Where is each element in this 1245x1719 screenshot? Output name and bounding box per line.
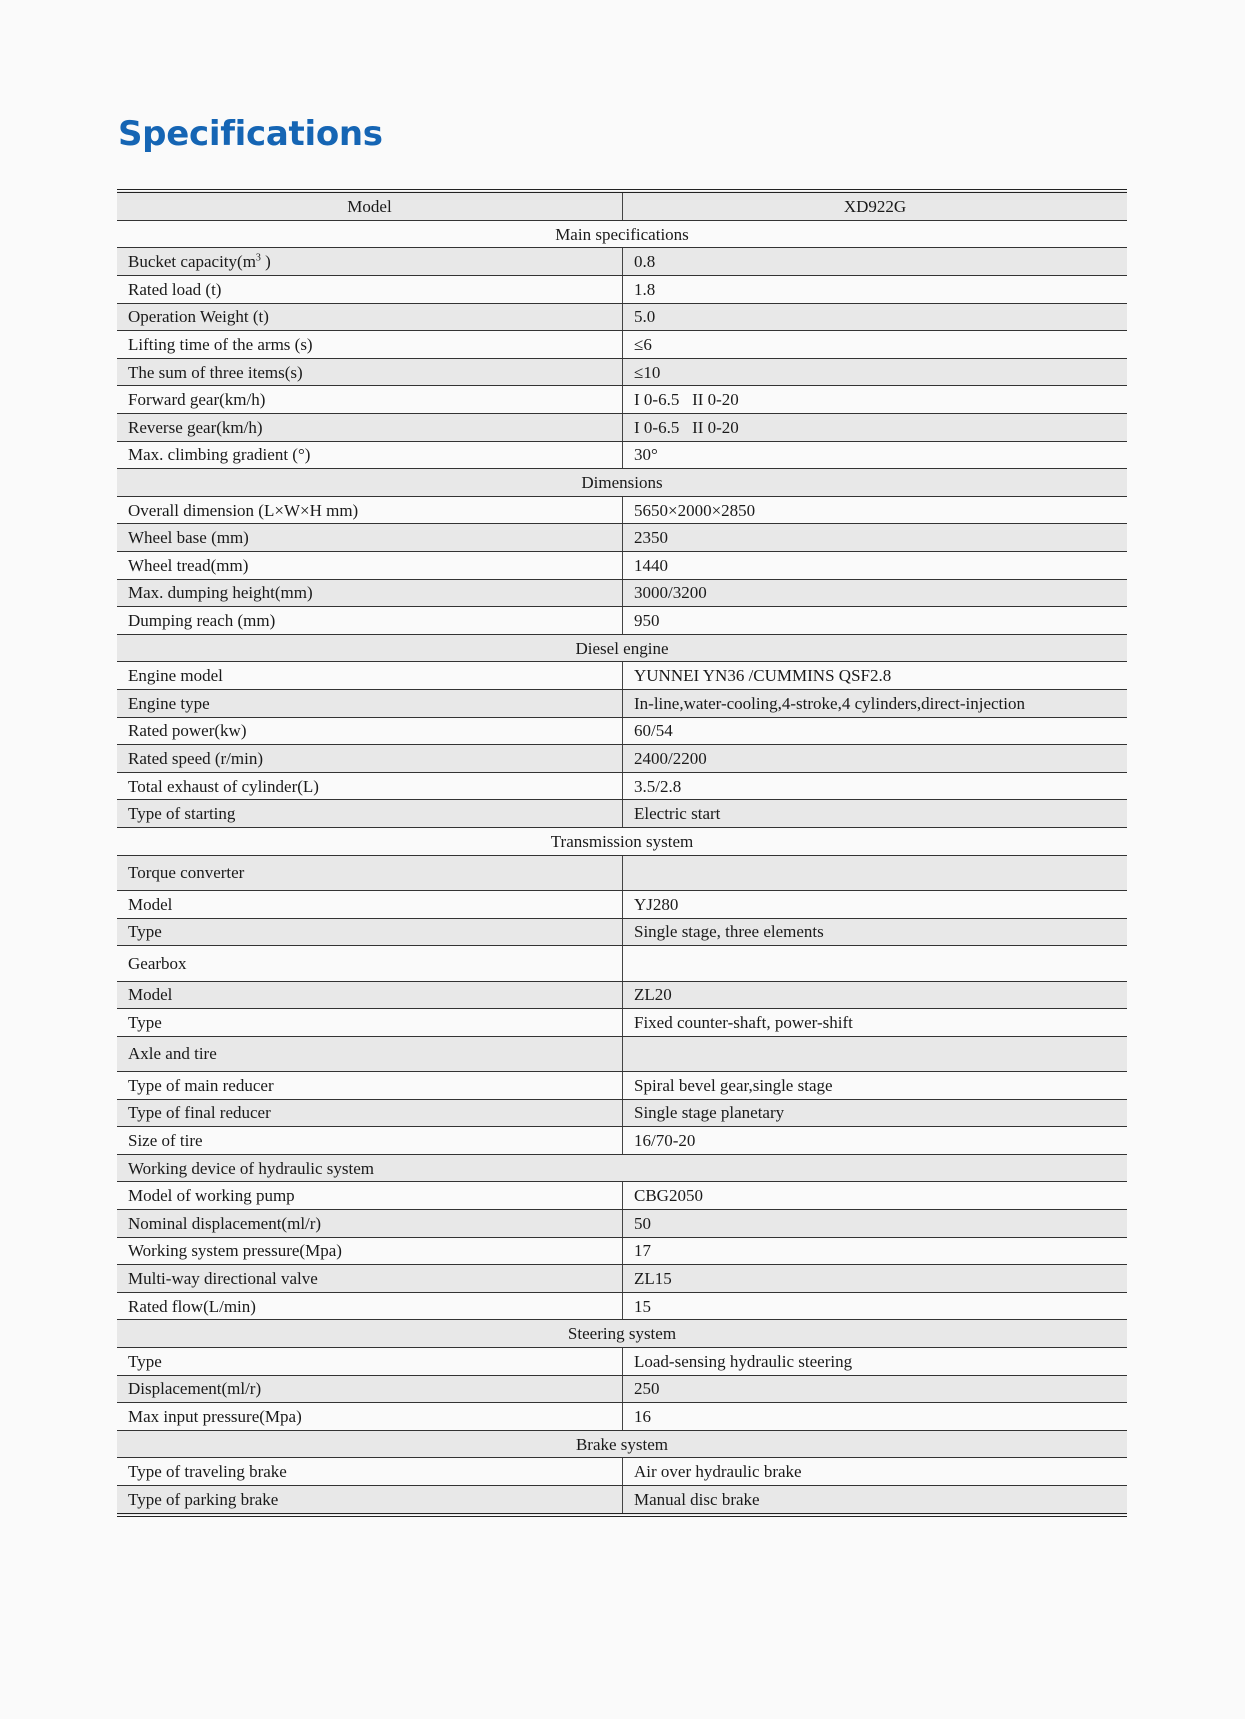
table-row — [117, 607, 1127, 635]
table-row — [117, 386, 1127, 414]
table-row — [117, 662, 1127, 690]
spec-label: Dumping reach (mm) — [117, 607, 623, 635]
spec-label: Rated load (t) — [117, 276, 623, 304]
spec-label: Rated flow(L/min) — [117, 1292, 623, 1320]
spec-label: Model — [117, 981, 623, 1009]
table-header-row — [117, 191, 1127, 220]
section-header-row — [117, 220, 1127, 248]
spec-value: 2400/2200 — [623, 745, 1128, 773]
specifications-table-body — [117, 191, 1127, 1515]
spec-label: Lifting time of the arms (s) — [117, 331, 623, 359]
spec-value: 16/70-20 — [623, 1127, 1128, 1155]
section-header-row — [117, 1430, 1127, 1458]
table-row — [117, 981, 1127, 1009]
spec-label: Displacement(ml/r) — [117, 1375, 623, 1403]
table-row — [117, 1403, 1127, 1431]
spec-value: I 0-6.5 II 0-20 — [623, 414, 1128, 442]
spec-value: ≤6 — [623, 331, 1128, 359]
spec-label-superscript: 3 — [255, 252, 261, 264]
spec-label: Model — [117, 890, 623, 918]
spec-label: Overall dimension (L×W×H mm) — [117, 496, 623, 524]
section-title: Dimensions — [117, 469, 1127, 497]
spec-label — [117, 248, 623, 276]
spec-label: Type — [117, 1348, 623, 1376]
table-row — [117, 414, 1127, 442]
spec-value: 2350 — [623, 524, 1128, 552]
spec-label: Type of main reducer — [117, 1072, 623, 1100]
table-row — [117, 717, 1127, 745]
spec-value: ZL20 — [623, 981, 1128, 1009]
table-row — [117, 800, 1127, 828]
table-row — [117, 1458, 1127, 1486]
spec-label: Size of tire — [117, 1127, 623, 1155]
spec-value: 3.5/2.8 — [623, 772, 1128, 800]
spec-label: Reverse gear(km/h) — [117, 414, 623, 442]
spec-value — [623, 1036, 1128, 1071]
table-row — [117, 579, 1127, 607]
section-title: Main specifications — [117, 220, 1127, 248]
table-row — [117, 1036, 1127, 1071]
spec-label: Type of traveling brake — [117, 1458, 623, 1486]
spec-value: 50 — [623, 1210, 1128, 1238]
spec-value: I 0-6.5 II 0-20 — [623, 386, 1128, 414]
page-title: Specifications — [118, 114, 383, 154]
spec-value: 5650×2000×2850 — [623, 496, 1128, 524]
table-row — [117, 1292, 1127, 1320]
table-row — [117, 358, 1127, 386]
table-row — [117, 946, 1127, 981]
spec-label: Working system pressure(Mpa) — [117, 1237, 623, 1265]
spec-label: Nominal displacement(ml/r) — [117, 1210, 623, 1238]
table-row — [117, 1182, 1127, 1210]
spec-label: Rated speed (r/min) — [117, 745, 623, 773]
spec-label: Type of starting — [117, 800, 623, 828]
spec-value: Air over hydraulic brake — [623, 1458, 1128, 1486]
section-title: Diesel engine — [117, 634, 1127, 662]
table-row — [117, 331, 1127, 359]
table-row — [117, 1127, 1127, 1155]
table-row — [117, 1348, 1127, 1376]
table-row — [117, 745, 1127, 773]
table-row — [117, 1210, 1127, 1238]
spec-value — [623, 946, 1128, 981]
table-row — [117, 918, 1127, 946]
spec-label: Type of parking brake — [117, 1486, 623, 1515]
section-header-row — [117, 634, 1127, 662]
spec-label: Model of working pump — [117, 1182, 623, 1210]
table-row — [117, 524, 1127, 552]
specifications-table — [117, 189, 1127, 1517]
table-row — [117, 1486, 1127, 1515]
spec-value: Single stage planetary — [623, 1099, 1128, 1127]
table-row — [117, 248, 1127, 276]
spec-label: Axle and tire — [117, 1036, 623, 1071]
subsection-row — [117, 1154, 1127, 1182]
spec-value: Single stage, three elements — [623, 918, 1128, 946]
spec-label: Max input pressure(Mpa) — [117, 1403, 623, 1431]
spec-value: CBG2050 — [623, 1182, 1128, 1210]
spec-label: Wheel base (mm) — [117, 524, 623, 552]
spec-value: Manual disc brake — [623, 1486, 1128, 1515]
spec-label: Engine type — [117, 689, 623, 717]
spec-label: Rated power(kw) — [117, 717, 623, 745]
header-model-label: Model — [117, 191, 623, 220]
spec-label: Multi-way directional valve — [117, 1265, 623, 1293]
section-header-row — [117, 827, 1127, 855]
table-row — [117, 1009, 1127, 1037]
spec-value: 16 — [623, 1403, 1128, 1431]
section-header-row — [117, 469, 1127, 497]
table-row — [117, 772, 1127, 800]
spec-label: Torque converter — [117, 855, 623, 890]
subsection-title: Working device of hydraulic system — [117, 1154, 1127, 1182]
spec-value: ZL15 — [623, 1265, 1128, 1293]
spec-value: 0.8 — [623, 248, 1128, 276]
table-row — [117, 1072, 1127, 1100]
table-row — [117, 552, 1127, 580]
table-row — [117, 1265, 1127, 1293]
section-title: Transmission system — [117, 827, 1127, 855]
section-title: Steering system — [117, 1320, 1127, 1348]
spec-label: Gearbox — [117, 946, 623, 981]
spec-label: Operation Weight (t) — [117, 303, 623, 331]
spec-value: Spiral bevel gear,single stage — [623, 1072, 1128, 1100]
spec-value: Electric start — [623, 800, 1128, 828]
spec-label: Max. climbing gradient (°) — [117, 441, 623, 469]
spec-value: 1.8 — [623, 276, 1128, 304]
table-row — [117, 1237, 1127, 1265]
table-row — [117, 303, 1127, 331]
spec-label: Type of final reducer — [117, 1099, 623, 1127]
spec-label: Wheel tread(mm) — [117, 552, 623, 580]
spec-label-suffix: ) — [260, 252, 271, 272]
spec-value: 60/54 — [623, 717, 1128, 745]
table-row — [117, 855, 1127, 890]
table-row — [117, 276, 1127, 304]
spec-value: 30° — [623, 441, 1128, 469]
section-header-row — [117, 1320, 1127, 1348]
spec-label-text: Bucket capacity(m — [128, 252, 256, 272]
spec-value: ≤10 — [623, 358, 1128, 386]
table-row — [117, 441, 1127, 469]
spec-value: 5.0 — [623, 303, 1128, 331]
spec-label: Forward gear(km/h) — [117, 386, 623, 414]
spec-value: 950 — [623, 607, 1128, 635]
spec-value: 3000/3200 — [623, 579, 1128, 607]
spec-value: 1440 — [623, 552, 1128, 580]
spec-value — [623, 855, 1128, 890]
table-row — [117, 1099, 1127, 1127]
spec-label: Max. dumping height(mm) — [117, 579, 623, 607]
spec-value: Fixed counter-shaft, power-shift — [623, 1009, 1128, 1037]
table-row — [117, 890, 1127, 918]
spec-label: Total exhaust of cylinder(L) — [117, 772, 623, 800]
section-title: Brake system — [117, 1430, 1127, 1458]
table-row — [117, 689, 1127, 717]
spec-label: The sum of three items(s) — [117, 358, 623, 386]
spec-value: In-line,water-cooling,4-stroke,4 cylinders,direct-injection — [623, 689, 1128, 717]
spec-value: YJ280 — [623, 890, 1128, 918]
spec-value: 17 — [623, 1237, 1128, 1265]
spec-value: 15 — [623, 1292, 1128, 1320]
spec-label: Type — [117, 918, 623, 946]
table-row — [117, 496, 1127, 524]
spec-value: 250 — [623, 1375, 1128, 1403]
spec-label: Type — [117, 1009, 623, 1037]
spec-value: Load-sensing hydraulic steering — [623, 1348, 1128, 1376]
spec-label: Engine model — [117, 662, 623, 690]
spec-value: YUNNEI YN36 /CUMMINS QSF2.8 — [623, 662, 1128, 690]
table-row — [117, 1375, 1127, 1403]
header-model-value: XD922G — [623, 191, 1128, 220]
